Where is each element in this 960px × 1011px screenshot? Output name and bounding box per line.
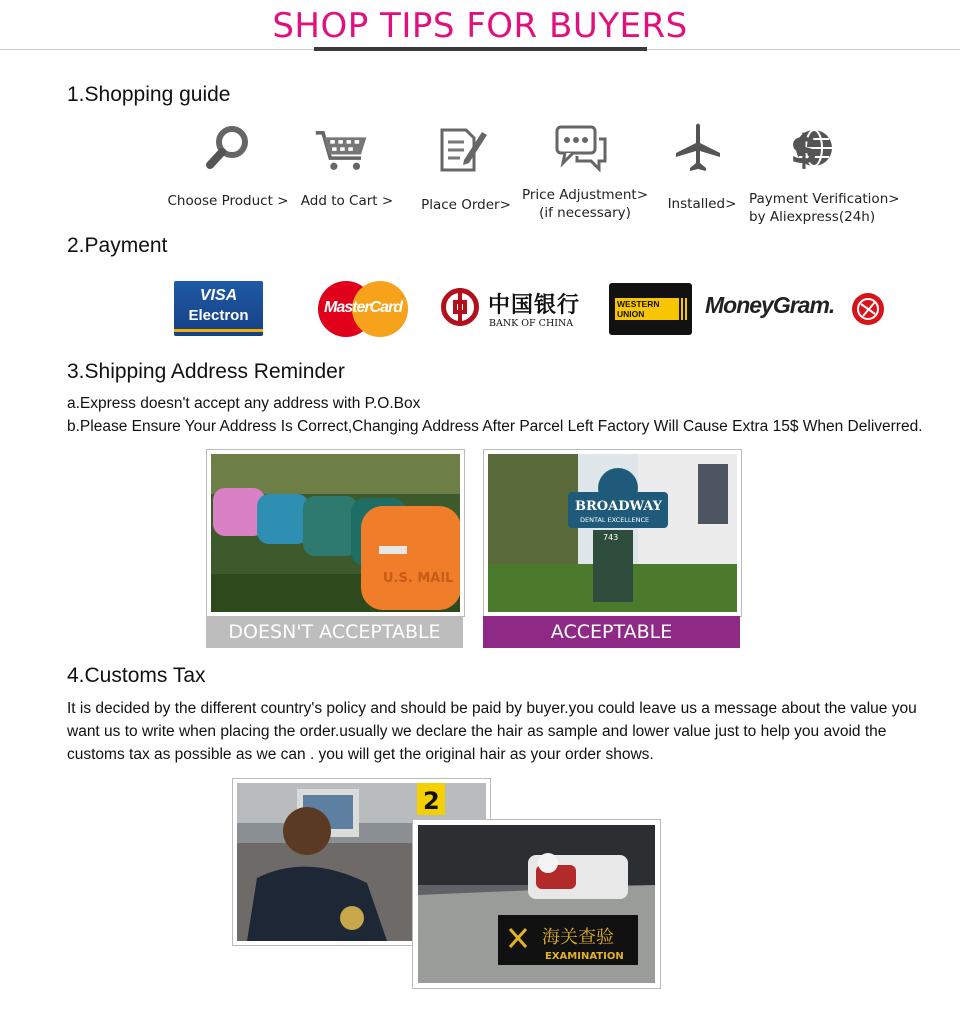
svg-text:$: $: [790, 127, 818, 173]
mailbox-sign-text: U.S. MAIL: [383, 571, 454, 586]
moneygram-text: MoneyGram.: [705, 292, 835, 318]
visa-text: VISA: [199, 287, 238, 304]
customs-text-line-1: It is decided by the different country's policy and should be paid by buyer.you could leave us a message about the value you: [67, 700, 917, 717]
shipping-line-b: b.Please Ensure Your Address Is Correct,Changing Address After Parcel Left Factory Will Cause Extra 15$ When Deliverred.: [67, 418, 923, 435]
western-union-logo: [609, 283, 692, 335]
step-payment-verification-note: by Aliexpress(24h): [749, 209, 876, 225]
moneygram-globe-icon: [851, 292, 885, 326]
customs-text-line-3: customs tax as possible as we can . you will get the original hair as your order shows.: [67, 746, 654, 763]
office-sign-number: 743: [603, 533, 619, 542]
step-price-adjustment-note: (if necessary): [539, 205, 631, 221]
shopping-guide-title: 1.Shopping guide: [67, 83, 231, 106]
electron-text: Electron: [188, 307, 249, 324]
western-text: WESTERN: [617, 299, 660, 309]
mailbox-photo: [206, 449, 465, 617]
step-price-adjustment-label: Price Adjustment>: [521, 187, 649, 203]
step-choose-product: Choose Product >: [167, 193, 289, 209]
search-icon: [201, 120, 257, 176]
customs-title: 4.Customs Tax: [67, 664, 206, 687]
dollar-globe-icon: [784, 120, 840, 176]
acceptable-caption: ACCEPTABLE: [483, 616, 740, 648]
step-price-adjustment: [510, 186, 660, 222]
step-place-order: Place Order>: [421, 197, 511, 213]
header-underline: [314, 47, 647, 51]
step-add-to-cart: Add to Cart >: [300, 193, 394, 209]
bank-of-china-en-text: BANK OF CHINA: [489, 318, 574, 329]
not-acceptable-caption: DOESN'T ACCEPTABLE: [206, 616, 463, 648]
examination-cn-text: 海关查验: [542, 927, 614, 948]
page-title: SHOP TIPS FOR BUYERS: [272, 6, 688, 46]
payment-title: 2.Payment: [67, 234, 168, 257]
mastercard-text: MasterCard: [323, 299, 403, 316]
customs-examination-photo: [413, 820, 660, 988]
office-sign-subtitle: DENTAL EXCELLENCE: [580, 516, 650, 524]
chat-bubbles-icon: [553, 123, 609, 179]
bank-of-china-logo: [441, 288, 581, 332]
bank-of-china-cn-text: 中国银行: [488, 292, 581, 318]
step-payment-verification-label: Payment Verification>: [749, 191, 900, 207]
office-sign-photo: [483, 449, 742, 617]
officer-photo-sign: 2: [423, 787, 440, 815]
office-sign-illustration: [488, 454, 737, 612]
customs-text-line-2: want us to write when placing the order.usually we declare the hair as sample and lower value just to help you avoid the: [67, 723, 887, 740]
shipping-title: 3.Shipping Address Reminder: [67, 360, 345, 383]
document-edit-icon: [434, 122, 490, 178]
mailbox-illustration: [211, 454, 460, 612]
office-sign-title: BROADWAY: [575, 499, 662, 514]
union-text: UNION: [617, 309, 645, 319]
western-union-text: [617, 299, 660, 319]
visa-electron-logo: [174, 281, 263, 336]
airplane-icon: [670, 121, 726, 177]
step-payment-verification: [749, 190, 909, 226]
step-installed: Installed>: [667, 196, 737, 212]
shipping-line-a: a.Express doesn't accept any address with P.O.Box: [67, 395, 421, 412]
examination-en-text: EXAMINATION: [545, 951, 624, 962]
cart-icon: [314, 122, 370, 178]
mastercard-logo: [318, 281, 408, 337]
customs-examination-illustration: [418, 825, 655, 983]
